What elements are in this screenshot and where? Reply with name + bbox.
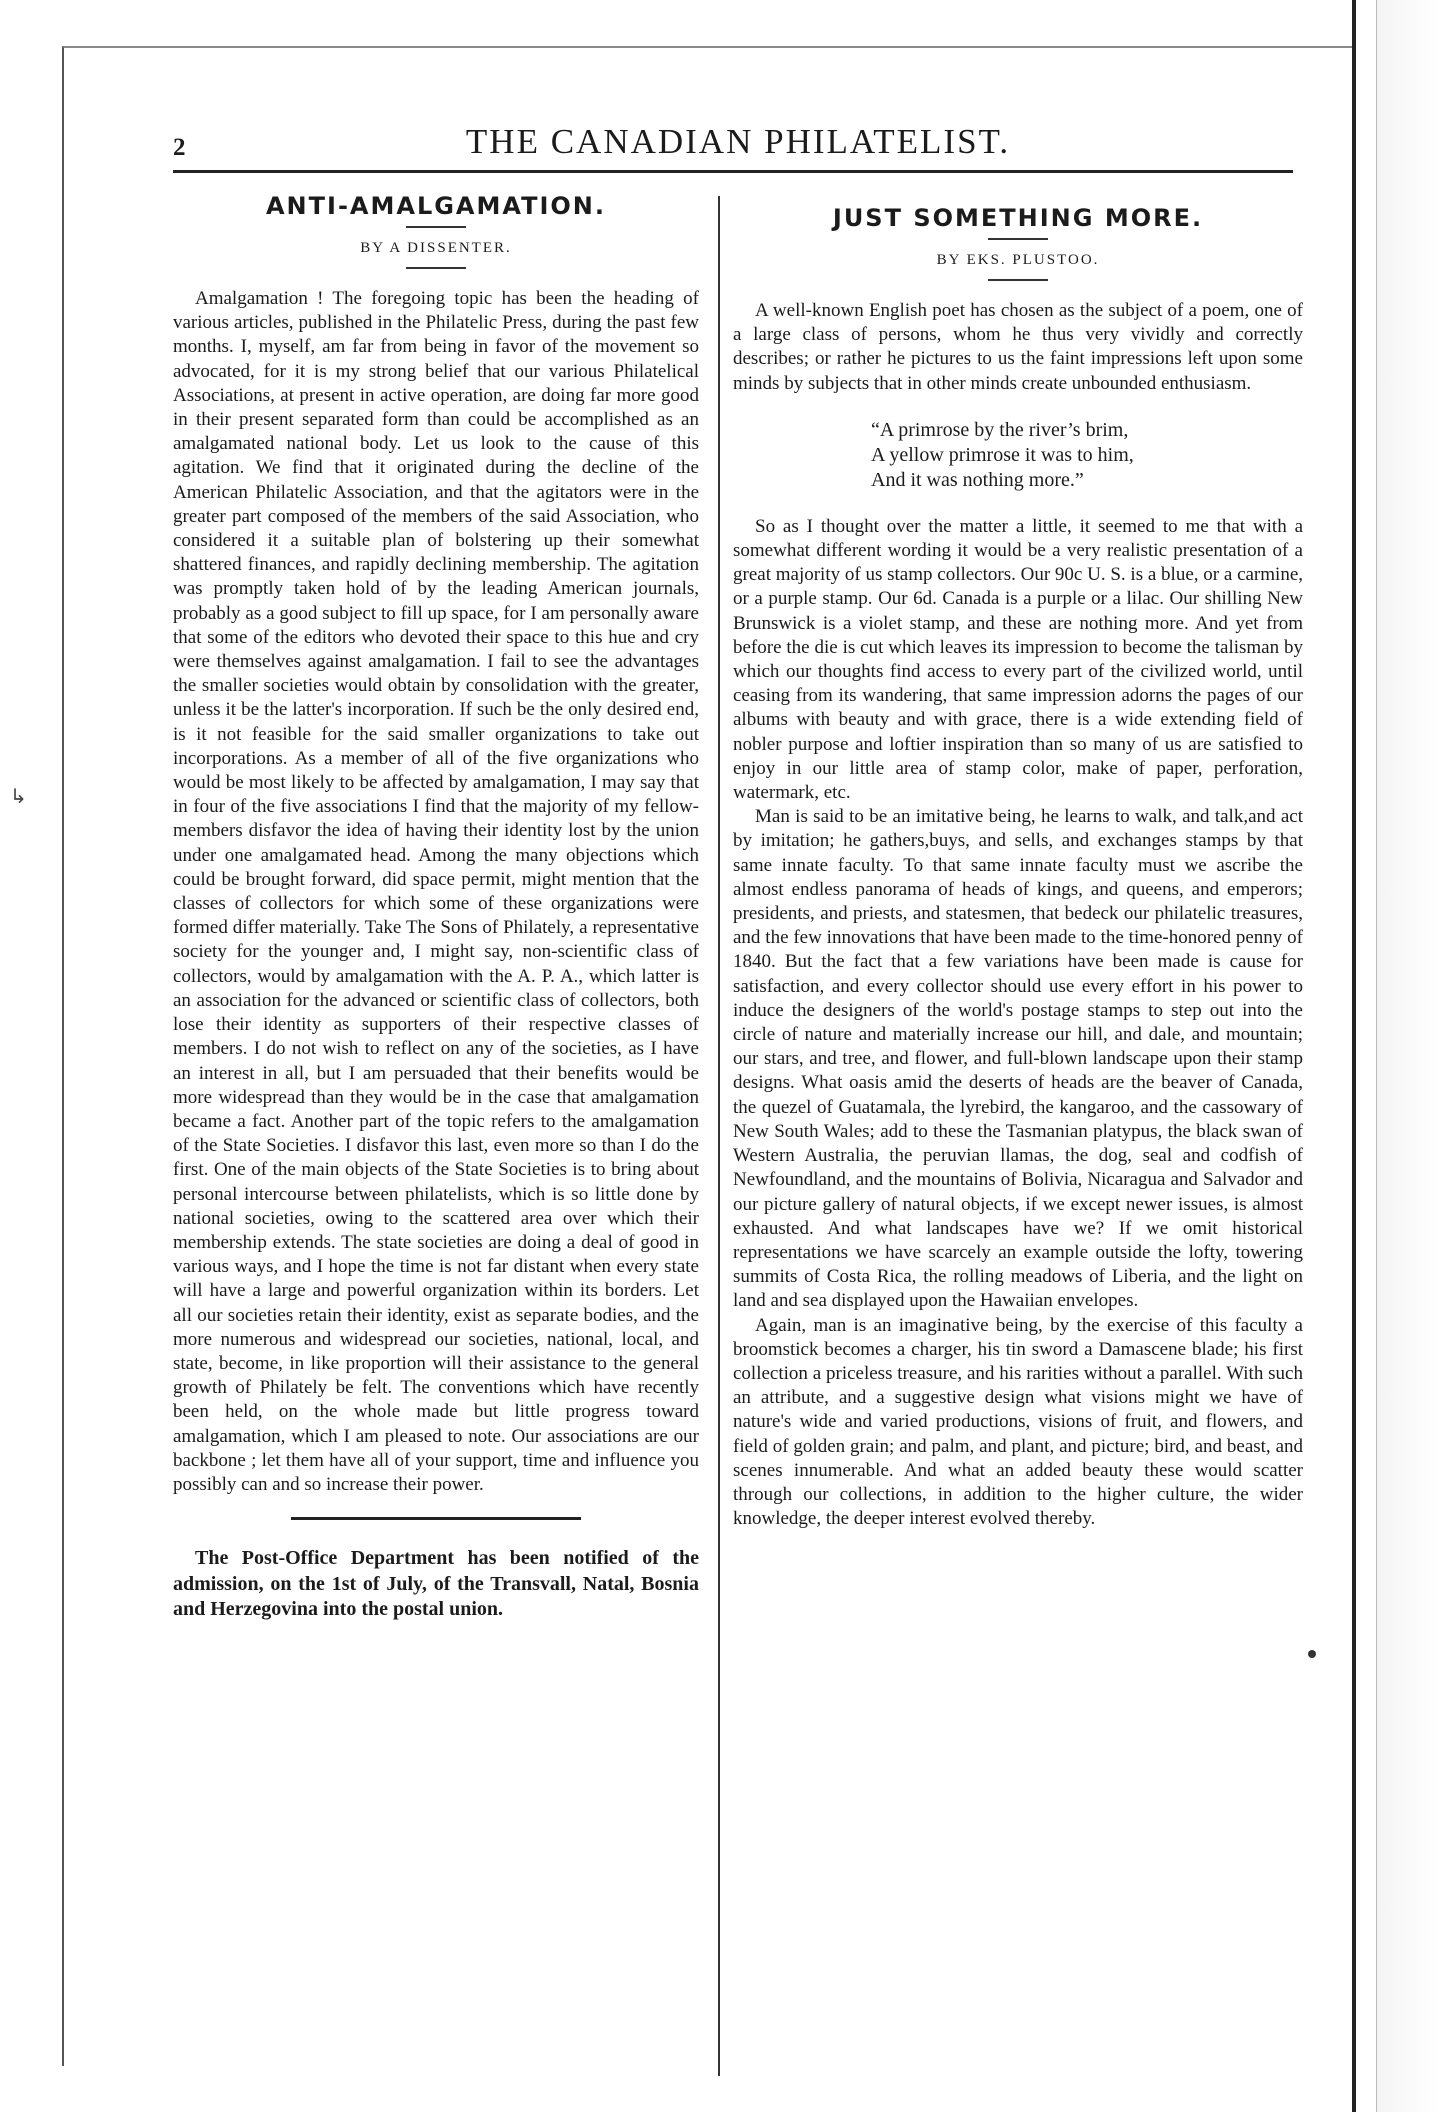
column-divider xyxy=(718,196,720,2076)
poem-line-2: A yellow primrose it was to him, xyxy=(871,443,1134,466)
right-article-para-3: Man is said to be an imitative being, he learns to walk, and talk,and act by imitation; he gathers,buys, and sells, and exchanges stamps by that same innate faculty. To that same innate faculty must we ascribe the almost endless panorama of heads of kings, and queens, and emperors; presidents, and priests, and statesmen, that bedeck our philatelic treasures, and the few innovations that have been made to the time-honored penny of 1840. But the fact that a few variations have been made is cause for satisfaction, and every collector should use every effort in his power to induce the designers of the world's postage stamps to step out into the circle of nature and materially increase our hill, and dale, and mountain; our stars, and tree, and flower, and full-blown landscape upon their stamp designs. What oasis amid the deserts of heads are the beaver of Canada, the quezel of Guatamala, the lyrebird, the kangaroo, and the cassowary of New South Wales; add to these the Tasmanian platypus, the black swan of Western Australia, the peruvian llamas, the dog, seal and codfish of Newfoundland, and the mountains of Bolivia, Nicaragua and Salvador and our picture gallery of natural objects, if we except newer issues, is almost exhausted. And what landscapes have we? If we omit historical representations we have scarcely an example outside the lofty, towering summits of Costa Rica, the rolling meadows of Liberia, and the light on land and sea displayed upon the Hawaiian envelopes. xyxy=(733,806,1303,1312)
page xyxy=(173,120,1303,1621)
left-title-rule xyxy=(406,226,466,228)
running-head xyxy=(173,120,1303,166)
left-article-title: ANTI-AMALGAMATION. xyxy=(265,192,607,220)
right-article-byline: BY EKS. PLUSTOO. xyxy=(936,252,1100,268)
header-rule xyxy=(173,170,1293,173)
left-column xyxy=(173,186,699,1623)
right-title-rule xyxy=(988,238,1048,240)
left-article-byline: BY A DISSENTER. xyxy=(360,240,512,256)
poem-line-1: “A primrose by the river’s brim, xyxy=(871,418,1129,441)
left-article-body: Amalgamation ! The foregoing topic has been the heading of various articles, published in the Philatelic Press, during the past few months. I, myself, am far from being in favor of the movement so advocated, for it is my strong belief that our various Philatelical Associations, at present in active operation, are doing far more good in their present separated form than could be accomplished as an amalgamated national body. Let us look to the cause of this agitation. We find that it originated during the decline of the American Philatelic Association, and that the agitators were in the greater part composed of the members of the said Association, who considered it a suitable plan of bolstering up their somewhat shattered finances, and rapidly declining membership. The agitation was promptly taken hold of by the leading American journals, probably as a good subject to fill up space, for I am personally aware that some of the editors who devoted their space to this hue and cry were themselves against amalgamation. I fail to see the advantages the smaller societies would obtain by consolidation with the greater, unless it be the latter's incorporation. If such be the only desired end, is it not feasible for the said smaller organizations to take out incorporations. As a member of all of the five organizations who would be most likely to be affected by amalgamation, I may say that in four of the five associations I find that the majority of my fellow-members disfavor the idea of having their identity lost by the union under one amalgamated head. Among the many objections which could be brought forward, did space permit, might mention that the classes of collectors for which some of these organizations were formed differ materially. Take The Sons of Philately, a representative society for the younger and, I might say, non-scientific class of collectors, would by amalgamation with the A. P. A., which latter is an association for the advanced or scientific class of collectors, both lose their identity as supporters of their respective classes of members. I do not wish to reflect on any of the societies, as I have an interest in all, but I am persuaded that their benefits would be more widespread than they would be in the case that amalgamation became a fact. Another part of the topic refers to the amalgamation of the State Societies. I disfavor this last, even more so than I do the first. One of the main objects of the State Societies is to bring about personal intercourse between philatelists, which is so little done by national societies, owing to the scattered area over which their membership extends. The state societies are doing a deal of good in various ways, and I hope the time is not far distant when every state will have a large and powerful organization within its borders. Let all our societies retain their identity, exist as separate bodies, and the more numerous and widespread our societies, national, local, and state, become, in like proportion will their assistance to the general growth of Philately be felt. The conventions which have recently been held, on the whole made but little progress toward amalgamation, which I am pleased to note. Our associations are our backbone ; let them have all of your support, time and influence you possibly can and so increase their power. xyxy=(173,288,699,1495)
right-byline-rule xyxy=(988,279,1048,281)
right-column xyxy=(733,186,1303,1531)
left-byline-rule xyxy=(406,267,466,269)
columns xyxy=(173,186,1303,2066)
postal-union-notice: The Post-Office Department has been notified of the admission, on the 1st of July, of the Transvall, Natal, Bosnia and Herzegovina into the postal union. xyxy=(173,1547,699,1621)
poem-line-3: And it was nothing more.” xyxy=(871,468,1084,491)
margin-mark: ↳ xyxy=(10,786,27,808)
ink-dot xyxy=(1308,1650,1316,1658)
journal-title: THE CANADIAN PHILATELIST. xyxy=(465,122,1011,161)
adjacent-page-edge xyxy=(1376,0,1440,2112)
right-article-para-1: A well-known English poet has chosen as the subject of a poem, one of a large class of persons, whom he thus very vividly and correctly describes; or rather he pictures to us the faint impressions left upon some minds by subjects that in other minds create unbounded enthusiasm. xyxy=(733,300,1303,394)
article-end-rule xyxy=(291,1517,581,1520)
page-number: 2 xyxy=(173,134,186,161)
page-edge xyxy=(1352,0,1356,2112)
right-article-para-4: Again, man is an imaginative being, by the exercise of this faculty a broomstick becomes a charger, his tin sword a Damascene blade; his first collection a priceless treasure, and his rarities without a parallel. With such an attribute, and a suggestive design what visions might we have of nature's wide and varied productions, visions of fruit, and flowers, and field of golden grain; and palm, and plant, and picture; bird, and beast, and scenes innumerable. And what an added beauty these would scatter through our collections, in addition to the higher culture, the wider knowledge, the deeper interest evolved thereby. xyxy=(733,1314,1303,1530)
right-article-para-2: So as I thought over the matter a little, it seemed to me that with a somewhat different wording it would be a very realistic presentation of a great majority of us stamp collectors. Our 90c U. S. is a blue, or a carmine, or a purple stamp. Our 6d. Canada is a purple or a lilac. Our shilling New Brunswick is a violet stamp, and these are nothing more. And yet from before the die is cut which leaves its impression to become the talisman by which our thoughts find access to every part of the civilized world, until ceasing from its wandering, that same impression adorns the pages of our albums with beauty and with grace, there is a wide extending field of nobler purpose and loftier inspiration than so many of us are satisfied to enjoy in our little area of stamp color, make of paper, perforation, watermark, etc. xyxy=(733,515,1303,804)
poem-quote xyxy=(871,418,1303,493)
right-article-title: JUST SOMETHING MORE. xyxy=(832,204,1204,232)
